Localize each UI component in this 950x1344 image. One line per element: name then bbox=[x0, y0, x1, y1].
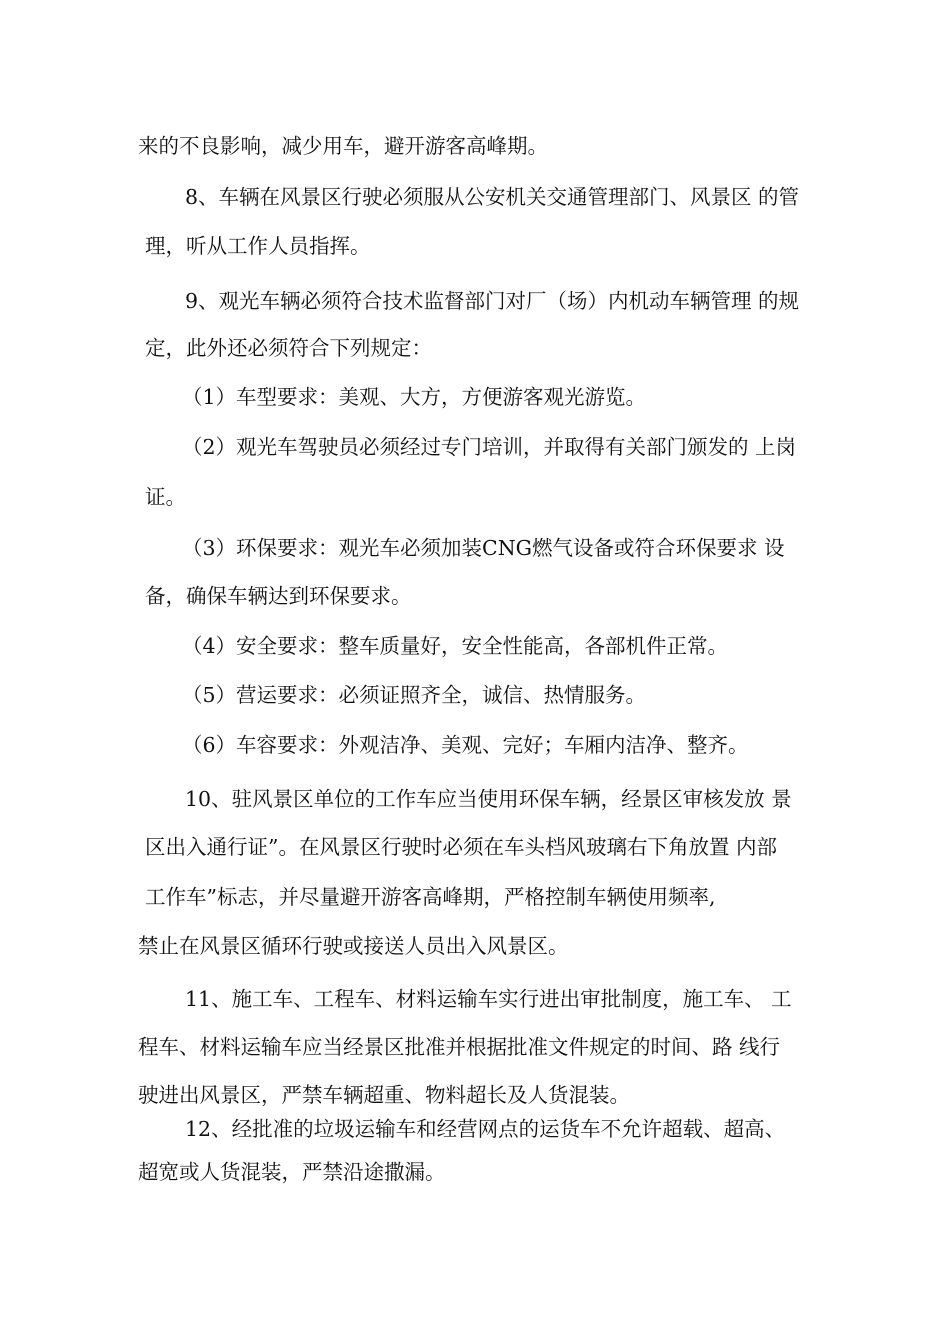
text-line: （1）车型要求：美观、大方，方便游客观光游览。 bbox=[182, 385, 647, 409]
text-line: 区出入通行证”。在风景区行驶时必须在车头档风玻璃右下角放置 内部 bbox=[145, 835, 777, 859]
text-line: （5）营运要求：必须证照齐全，诚信、热情服务。 bbox=[182, 683, 647, 707]
text-line: 证。 bbox=[145, 485, 186, 509]
text-line: 备，确保车辆达到环保要求。 bbox=[145, 584, 412, 608]
text-line: 工作车”标志，并尽量避开游客高峰期，严格控制车辆使用频率, bbox=[145, 885, 716, 909]
text-line: （6）车容要求：外观洁净、美观、完好；车厢内洁净、整齐。 bbox=[182, 733, 749, 757]
text-line: 程车、材料运输车应当经景区批准并根据批准文件规定的时间、路 线行 bbox=[138, 1035, 781, 1059]
text-line: （4）安全要求：整车质量好，安全性能高，各部机件正常。 bbox=[182, 634, 729, 658]
text-line: 定，此外还必须符合下列规定： bbox=[145, 336, 432, 360]
text-line: （3）环保要求：观光车必须加装CNG燃气设备或符合环保要求 设 bbox=[182, 536, 785, 560]
text-line: 10、驻风景区单位的工作车应当使用环保车辆，经景区审核发放 景 bbox=[185, 787, 792, 811]
text-line: 12、经批准的垃圾运输车和经营网点的运货车不允许超载、超高、 bbox=[185, 1117, 786, 1141]
text-line: 8、车辆在风景区行驶必须服从公安机关交通管理部门、风景区 的管 bbox=[185, 185, 800, 209]
text-line: 11、施工车、工程车、材料运输车实行进出审批制度，施工车、 工 bbox=[185, 987, 792, 1011]
text-line: 禁止在风景区循环行驶或接送人员出入风景区。 bbox=[138, 934, 569, 958]
text-line: （2）观光车驾驶员必须经过专门培训，并取得有关部门颁发的 上岗 bbox=[182, 435, 797, 459]
text-line: 来的不良影响，减少用车，避开游客高峰期。 bbox=[138, 134, 548, 158]
text-line: 驶进出风景区，严禁车辆超重、物料超长及人货混装。 bbox=[138, 1083, 630, 1107]
text-line: 超宽或人货混装，严禁沿途撒漏。 bbox=[138, 1160, 446, 1184]
text-line: 理，听从工作人员指挥。 bbox=[145, 234, 371, 258]
text-line: 9、观光车辆必须符合技术监督部门对厂（场）内机动车辆管理 的规 bbox=[185, 289, 800, 313]
